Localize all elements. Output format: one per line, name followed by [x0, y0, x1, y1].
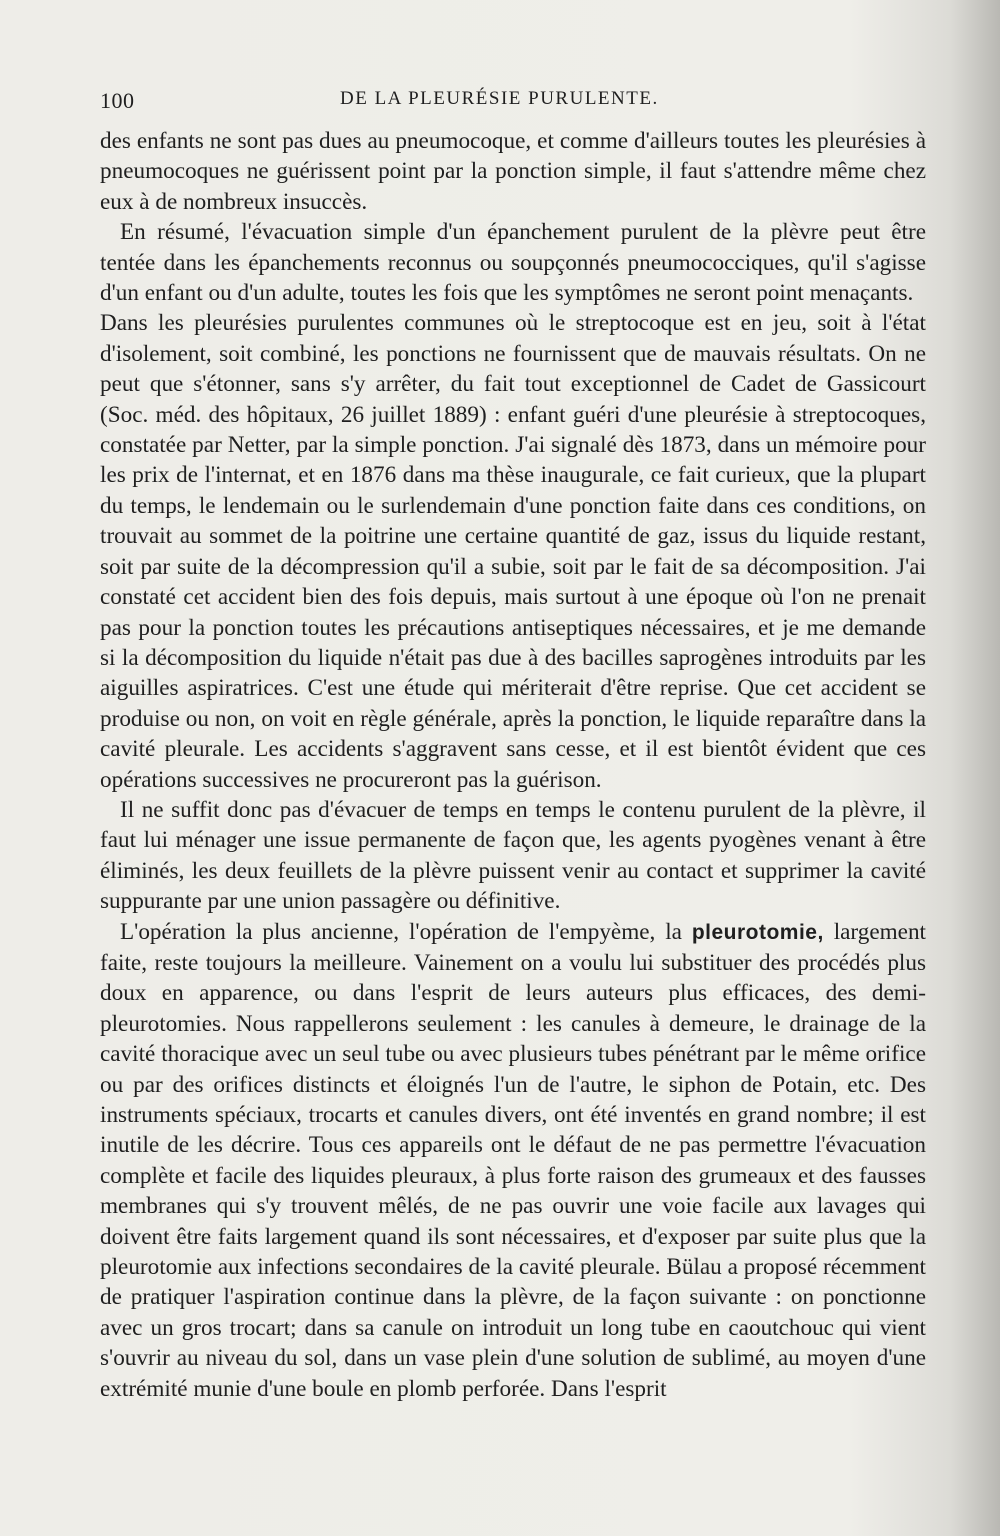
- body-text: [100, 126, 926, 1404]
- page-header: [100, 88, 930, 118]
- paragraph-3: Dans les pleurésies purulentes communes où le streptocoque est en jeu, soit à l'état d'isolement, soit combiné, les ponctions ne fournissent que de mauvais résultats. On ne peut que s'étonner, sans s'y arrêter, du fait tout exceptionnel de Cadet de Gassicourt (Soc. méd. des hôpitaux, 26 juillet 1889) : enfant guéri d'une pleurésie à streptocoques, constatée par Netter, par la simple ponction. J'ai signalé dès 1873, dans un mémoire pour les prix de l'internat, et en 1876 dans ma thèse inaugurale, ce fait curieux, que la plupart du temps, le lendemain ou le surlendemain d'une ponction faite dans ces conditions, on trouvait au sommet de la poitrine une certaine quantité de gaz, issus du liquide restant, soit par suite de la décompression qu'il a subie, soit par le fait de sa décomposition. J'ai constaté cet accident bien des fois depuis, mais surtout à une époque où l'on ne prenait pas pour la ponction toutes les précautions antiseptiques nécessaires, et je me demande si la décomposition du liquide n'était pas due à des bacilles saprogènes introduits par les aiguilles aspiratrices. C'est une étude qui mériterait d'être reprise. Que cet accident se produise ou non, on voit en règle générale, après la ponction, le liquide reparaître dans la cavité pleurale. Les accidents s'aggravent sans cesse, et il est bientôt évident que ces opérations successives ne procureront pas la guérison.: [100, 310, 926, 793]
- paragraph-4: Il ne suffit donc pas d'évacuer de temps en temps le contenu purulent de la plèvre, il faut lui ménager une issue permanente de façon que, les agents pyogènes venant à être éliminés, les deux feuillets de la plèvre puissent venir au contact et supprimer la cavité suppurante par une union passagère ou définitive.: [100, 796, 926, 915]
- keyword-pleurotomie: pleurotomie,: [691, 920, 824, 944]
- paragraph-5: [100, 917, 926, 1405]
- running-title: DE LA PLEURÉSIE PURULENTE.: [340, 88, 659, 109]
- paragraph-5-rest: largement faite, reste toujours la meilleure. Vainement on a voulu lui substituer des procédés plus doux en apparence, ou dans l'esprit de leurs auteurs plus efficaces, des demi-pleurotomies. Nous rappellerons seulement : les canules à demeure, le drainage de la cavité thoracique avec un seul tube ou avec plusieurs tubes pénétrant par le même orifice ou par des orifices distincts et éloignés l'un de l'autre, le siphon de Potain, etc. Des instruments spéciaux, trocarts et canules divers, ont été inventés en grand nombre; il est inutile de les décrire. Tous ces appareils ont le défaut de ne pas permettre l'évacuation complète et facile des liquides pleuraux, à plus forte raison des grumeaux et des fausses membranes qui s'y trouvent mêlés, de ne pas ouvrir une voie facile aux lavages qui doivent être faits largement quand ils sont nécessaires, et d'exposer par suite plus que la pleurotomie aux infections secondaires de la cavité pleurale. Bülau a proposé récemment de pratiquer l'aspiration continue dans la plèvre, de la façon suivante : on ponctionne avec un gros trocart; dans sa canule on introduit un long tube en caoutchouc qui vient s'ouvrir au niveau du sol, dans un vase plein d'une solution de sublimé, au moyen d'une extrémité munie d'une boule en plomb perforée. Dans l'esprit: [100, 918, 926, 1402]
- page-number: 100: [100, 88, 135, 113]
- paragraph-1: des enfants ne sont pas dues au pneumocoque, et comme d'ailleurs toutes les pleurésies à pneumocoques ne guérissent point par la ponction simple, il faut s'attendre même chez eux à de nombreux insuccès.: [100, 128, 926, 215]
- paragraph-2: En résumé, l'évacuation simple d'un épanchement purulent de la plèvre peut être tentée dans les épanchements reconnus ou soupçonnés pneumococciques, qu'il s'agisse d'un enfant ou d'un adulte, toutes les fois que les symptômes ne seront point menaçants.: [100, 219, 926, 307]
- paragraph-5-start: L'opération la plus ancienne, l'opération de l'empyème, la: [120, 918, 692, 945]
